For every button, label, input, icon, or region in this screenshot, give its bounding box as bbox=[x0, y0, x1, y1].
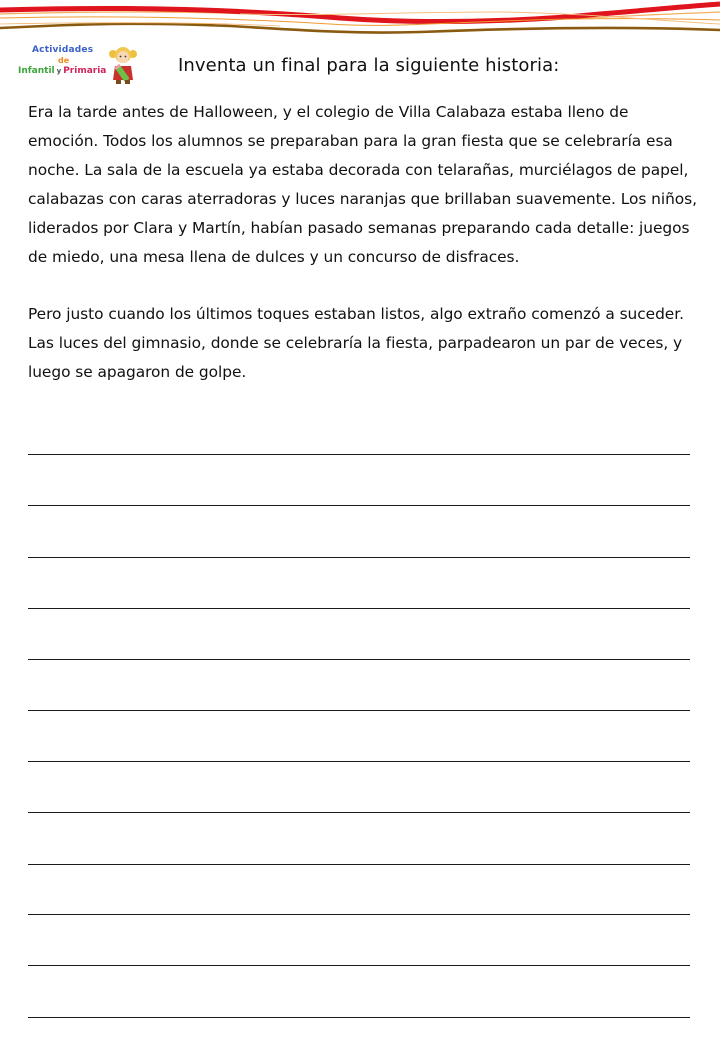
writing-line-1[interactable] bbox=[28, 454, 690, 455]
writing-line-3[interactable] bbox=[28, 557, 690, 558]
story-text bbox=[28, 98, 700, 416]
logo-text bbox=[16, 42, 112, 84]
writing-line-10[interactable] bbox=[28, 914, 690, 915]
writing-line-12[interactable] bbox=[28, 1017, 690, 1018]
page-title: Inventa un final para la siguiente historia: bbox=[178, 55, 560, 76]
logo-de: de bbox=[58, 56, 70, 65]
writing-line-9[interactable] bbox=[28, 864, 690, 865]
logo-primaria: Primaria bbox=[63, 66, 107, 76]
story-paragraph-1: Era la tarde antes de Halloween, y el colegio de Villa Calabaza estaba lleno de emoción. Todos los alumnos se preparaban para la gran fiesta que se celebraría esa noche. La sala de la escuela ya estaba decorada con telarañas, murciélagos de papel, calabazas con caras aterradoras y luces naranjas que brillaban suavemente. Los niños, liderados por Clara y Martín, habían pasado semanas preparando cada detalle: juegos de miedo, una mesa llena de dulces y un concurso de disfraces. bbox=[28, 103, 697, 266]
site-logo bbox=[16, 42, 140, 84]
logo-actividades: Actividades bbox=[32, 45, 94, 55]
writing-line-11[interactable] bbox=[28, 965, 690, 966]
logo-y: y bbox=[56, 67, 62, 75]
writing-line-5[interactable] bbox=[28, 659, 690, 660]
decorative-top-border bbox=[0, 0, 720, 40]
logo-infantil-primaria bbox=[18, 67, 106, 76]
writing-line-7[interactable] bbox=[28, 761, 690, 762]
writing-line-6[interactable] bbox=[28, 710, 690, 711]
writing-line-4[interactable] bbox=[28, 608, 690, 609]
writing-line-2[interactable] bbox=[28, 505, 690, 506]
story-paragraph-2: Pero justo cuando los últimos toques estaban listos, algo extraño comenzó a suceder. Las luces del gimnasio, donde se celebraría la fiesta, parpadearon un par de veces, y luego se apagaron de golpe. bbox=[28, 305, 684, 382]
logo-infantil: Infantil bbox=[18, 66, 55, 76]
girl-with-pencil-icon bbox=[106, 44, 140, 84]
writing-line-8[interactable] bbox=[28, 812, 690, 813]
